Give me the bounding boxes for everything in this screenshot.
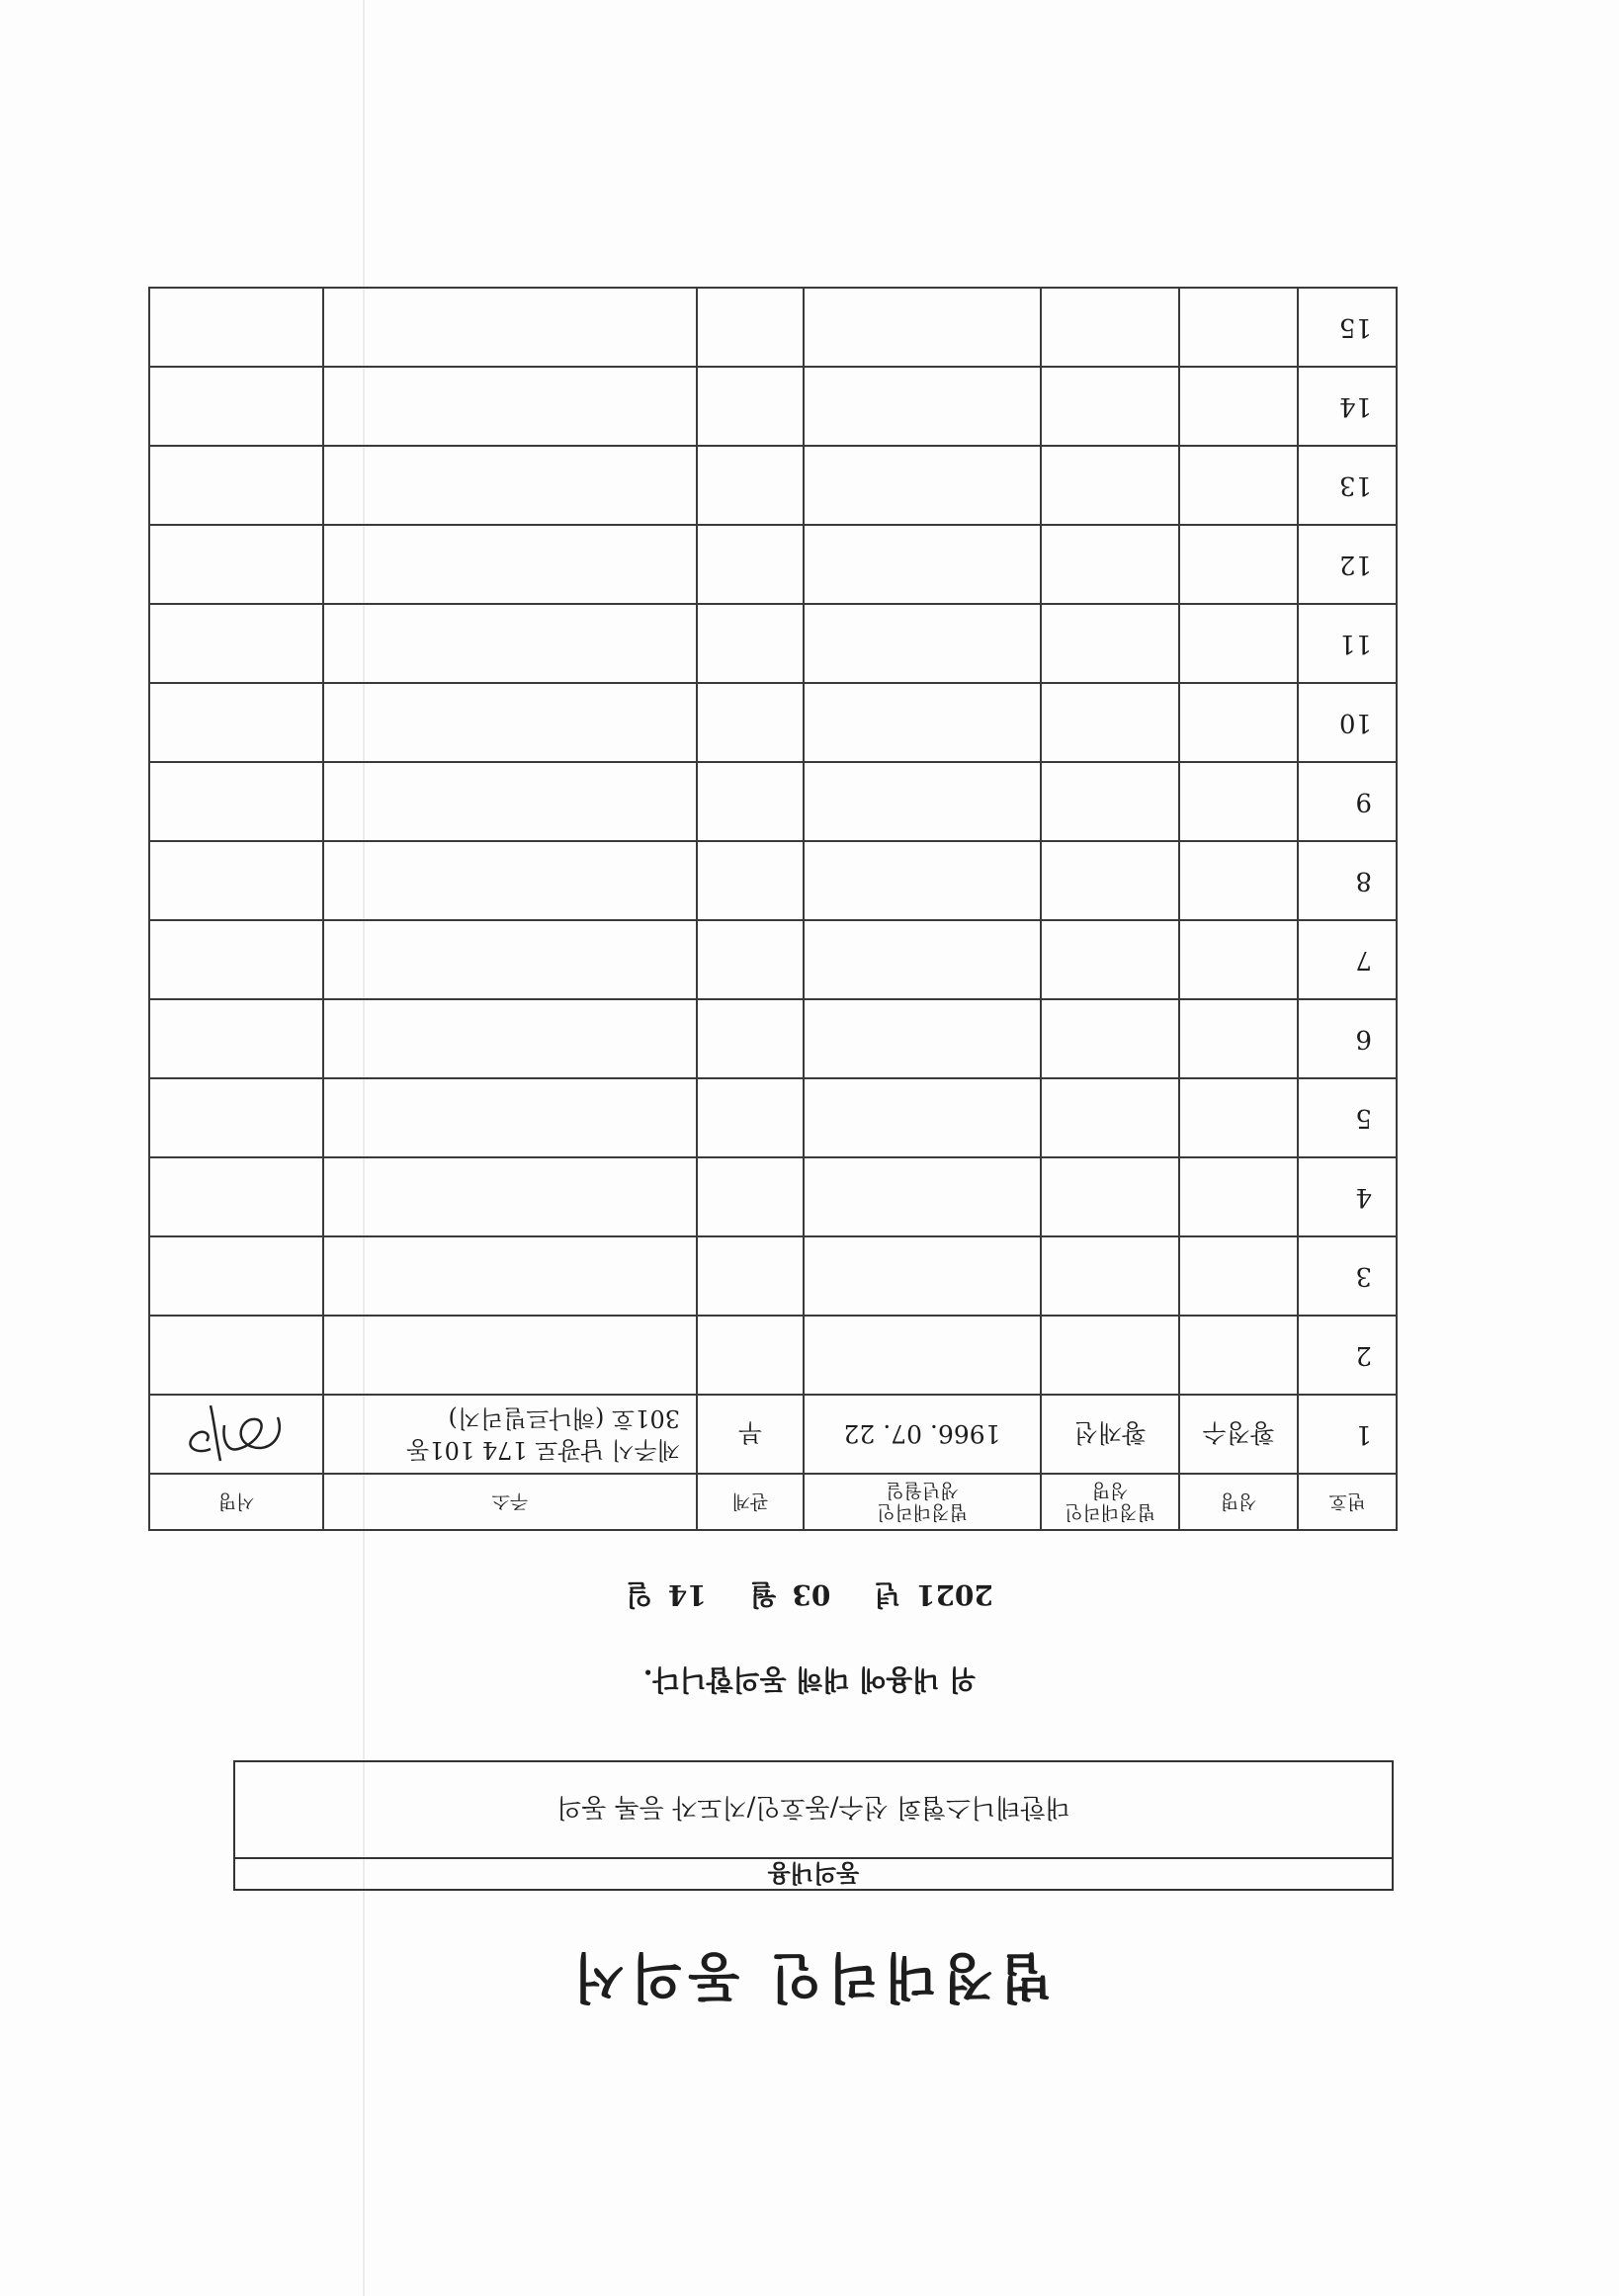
row-guardian-birth: [804, 841, 1041, 920]
row-address: [323, 367, 697, 446]
row-name: 황정수: [1179, 1395, 1298, 1474]
table-row: [149, 1078, 1397, 1157]
row-address: [323, 288, 697, 367]
row-name: [1179, 841, 1298, 920]
row-name: [1179, 604, 1298, 683]
table-row: [149, 683, 1397, 762]
row-relation: [697, 920, 804, 999]
row-name: [1179, 920, 1298, 999]
row-no: 12: [1298, 525, 1397, 604]
row-guardian-name: [1041, 1316, 1179, 1395]
table-row: [149, 1316, 1397, 1395]
row-no: 14: [1298, 367, 1397, 446]
row-guardian-birth: [804, 999, 1041, 1078]
consent-statement: 위 내용에 대해 동의합니다.: [642, 1663, 977, 1696]
row-relation: [697, 367, 804, 446]
row-guardian-birth: [804, 1157, 1041, 1236]
table-row: [149, 604, 1397, 683]
row-name: [1179, 999, 1298, 1078]
table-header-row: [149, 1474, 1397, 1530]
row-guardian-name: [1041, 920, 1179, 999]
row-no: 3: [1298, 1236, 1397, 1316]
row-guardian-name: [1041, 841, 1179, 920]
row-address: [323, 841, 697, 920]
row-signature: [149, 999, 323, 1078]
row-guardian-birth: [804, 288, 1041, 367]
row-name: [1179, 762, 1298, 841]
row-address: [323, 604, 697, 683]
row-address: [323, 1236, 697, 1316]
row-guardian-birth: [804, 683, 1041, 762]
consent-box-content: [233, 1760, 1394, 1859]
row-guardian-birth: [804, 367, 1041, 446]
row-signature: [149, 841, 323, 920]
date-line: [0, 1576, 1619, 1616]
row-guardian-name: [1041, 762, 1179, 841]
table-row: [149, 762, 1397, 841]
header-guardian-name: 법정대리인 성명: [1041, 1474, 1179, 1530]
row-address: [323, 999, 697, 1078]
row-name: [1179, 288, 1298, 367]
date-day: 14 일: [626, 1578, 707, 1611]
row-no: 13: [1298, 446, 1397, 525]
row-no: 8: [1298, 841, 1397, 920]
row-name: [1179, 367, 1298, 446]
row-relation: 부: [697, 1395, 804, 1474]
row-guardian-name: [1041, 446, 1179, 525]
row-no: 1: [1298, 1395, 1397, 1474]
table-row: [149, 446, 1397, 525]
consent-box-text: 대한테니스협회 선수/동호인/지도자 등록 동의: [556, 1792, 1070, 1823]
row-guardian-name: [1041, 1236, 1179, 1316]
row-no: 6: [1298, 999, 1397, 1078]
header-signature: 서명: [149, 1474, 323, 1530]
row-no: 9: [1298, 762, 1397, 841]
row-relation: [697, 1236, 804, 1316]
row-name: [1179, 1078, 1298, 1157]
table-row: [149, 841, 1397, 920]
row-guardian-name: [1041, 683, 1179, 762]
row-signature: [149, 683, 323, 762]
row-no: 7: [1298, 920, 1397, 999]
row-signature: [149, 288, 323, 367]
table-row: [149, 1236, 1397, 1316]
row-address: [323, 683, 697, 762]
row-address: 제주시 남광로 174 101동 301호 (해나르빌리지): [323, 1395, 697, 1474]
header-relation: 관계: [697, 1474, 804, 1530]
header-guardian-birth: 법정대리인 생년월일: [804, 1474, 1041, 1530]
table-row: [149, 999, 1397, 1078]
row-guardian-birth: [804, 1316, 1041, 1395]
row-name: [1179, 1157, 1298, 1236]
row-signature: [149, 525, 323, 604]
row-no: 10: [1298, 683, 1397, 762]
row-guardian-birth: [804, 525, 1041, 604]
row-address: [323, 525, 697, 604]
row-address: [323, 762, 697, 841]
row-guardian-name: 황재선: [1041, 1395, 1179, 1474]
header-name: 성명: [1179, 1474, 1298, 1530]
row-guardian-birth: [804, 1236, 1041, 1316]
row-signature: [149, 920, 323, 999]
table-row: [149, 525, 1397, 604]
row-relation: [697, 604, 804, 683]
row-relation: [697, 1157, 804, 1236]
row-no: 15: [1298, 288, 1397, 367]
row-relation: [697, 841, 804, 920]
row-signature: [149, 1395, 323, 1474]
row-signature: [149, 1316, 323, 1395]
date-month: 03 월: [749, 1578, 831, 1611]
row-no: 2: [1298, 1316, 1397, 1395]
row-no: 5: [1298, 1078, 1397, 1157]
table-row: [149, 1395, 1397, 1474]
row-address: [323, 1157, 697, 1236]
row-guardian-birth: [804, 920, 1041, 999]
row-relation: [697, 762, 804, 841]
row-guardian-birth: [804, 604, 1041, 683]
row-relation: [697, 288, 804, 367]
row-name: [1179, 446, 1298, 525]
row-guardian-name: [1041, 999, 1179, 1078]
row-name: [1179, 1316, 1298, 1395]
row-no: 11: [1298, 604, 1397, 683]
header-no: 번호: [1298, 1474, 1397, 1530]
row-relation: [697, 525, 804, 604]
row-guardian-name: [1041, 525, 1179, 604]
row-no: 4: [1298, 1157, 1397, 1236]
table-row: [149, 1157, 1397, 1236]
row-guardian-name: [1041, 604, 1179, 683]
row-signature: [149, 1078, 323, 1157]
row-relation: [697, 446, 804, 525]
handwritten-signature: [177, 1400, 296, 1469]
document-title: 법정대리인 동의서: [566, 1946, 1053, 2009]
row-guardian-name: [1041, 1157, 1179, 1236]
header-address: 주소: [323, 1474, 697, 1530]
table-row: [149, 288, 1397, 367]
guardian-signature-table: [148, 287, 1398, 1531]
row-relation: [697, 683, 804, 762]
row-name: [1179, 525, 1298, 604]
row-signature: [149, 604, 323, 683]
row-address: [323, 1316, 697, 1395]
row-name: [1179, 1236, 1298, 1316]
row-guardian-birth: [804, 446, 1041, 525]
row-guardian-name: [1041, 367, 1179, 446]
row-relation: [697, 999, 804, 1078]
row-guardian-name: [1041, 288, 1179, 367]
row-signature: [149, 446, 323, 525]
table-row: [149, 367, 1397, 446]
row-signature: [149, 762, 323, 841]
table-row: [149, 920, 1397, 999]
row-address: [323, 1078, 697, 1157]
row-guardian-birth: [804, 762, 1041, 841]
row-relation: [697, 1078, 804, 1157]
row-name: [1179, 683, 1298, 762]
date-year: 2021 년: [874, 1578, 993, 1611]
row-signature: [149, 1236, 323, 1316]
row-guardian-birth: [804, 1078, 1041, 1157]
consent-box-header: 동의내용: [233, 1857, 1394, 1891]
row-signature: [149, 1157, 323, 1236]
row-signature: [149, 367, 323, 446]
row-address: [323, 920, 697, 999]
row-address: [323, 446, 697, 525]
row-guardian-name: [1041, 1078, 1179, 1157]
row-guardian-birth: 1966. 07. 22: [804, 1395, 1041, 1474]
row-relation: [697, 1316, 804, 1395]
